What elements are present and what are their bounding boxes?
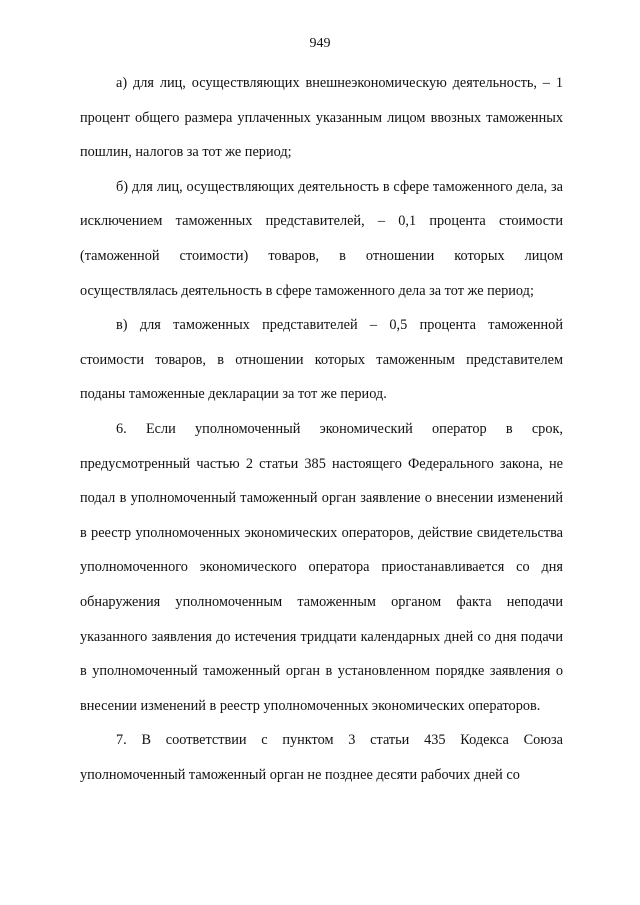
paragraph-subitem-b: б) для лиц, осуществляющих деятельность в сфере таможенного дела, за исключением таможенных представителей, – 0,1 процента стоимости (таможенной стоимости) товаров, в отношении которых лицом осуществлялась деятельность в сфере таможенного дела за тот же период; <box>80 178 563 299</box>
paragraph-item-7: 7. В соответствии с пунктом 3 статьи 435 Кодекса Союза уполномоченный таможенный орган не позднее десяти рабочих дней со <box>80 732 563 783</box>
paragraph-item-6: 6. Если уполномоченный экономический оператор в срок, предусмотренный частью 2 статьи 385 настоящего Федерального закона, не подал в уполномоченный таможенный орган заявление о внесении изменений в реестр уполномоченных экономических операторов, действие свидетельства уполномоченного экономического оператора приостанавливается со дня обнаружения уполномоченным таможенным органом факта неподачи указанного заявления до истечения тридцати календарных дней со дня подачи в уполномоченный таможенный орган в установленном порядке заявления о внесении изменений в реестр уполномоченных экономических операторов. <box>80 420 563 714</box>
document-body <box>80 66 563 792</box>
page-number: 949 <box>309 36 331 51</box>
paragraph-subitem-a: а) для лиц, осуществляющих внешнеэкономическую деятельность, – 1 процент общего размера уплаченных указанным лицом ввозных таможенных пошлин, налогов за тот же период; <box>80 75 563 161</box>
paragraph-subitem-v: в) для таможенных представителей – 0,5 процента таможенной стоимости товаров, в отношении которых таможенным представителем поданы таможенные декларации за тот же период. <box>80 317 563 403</box>
